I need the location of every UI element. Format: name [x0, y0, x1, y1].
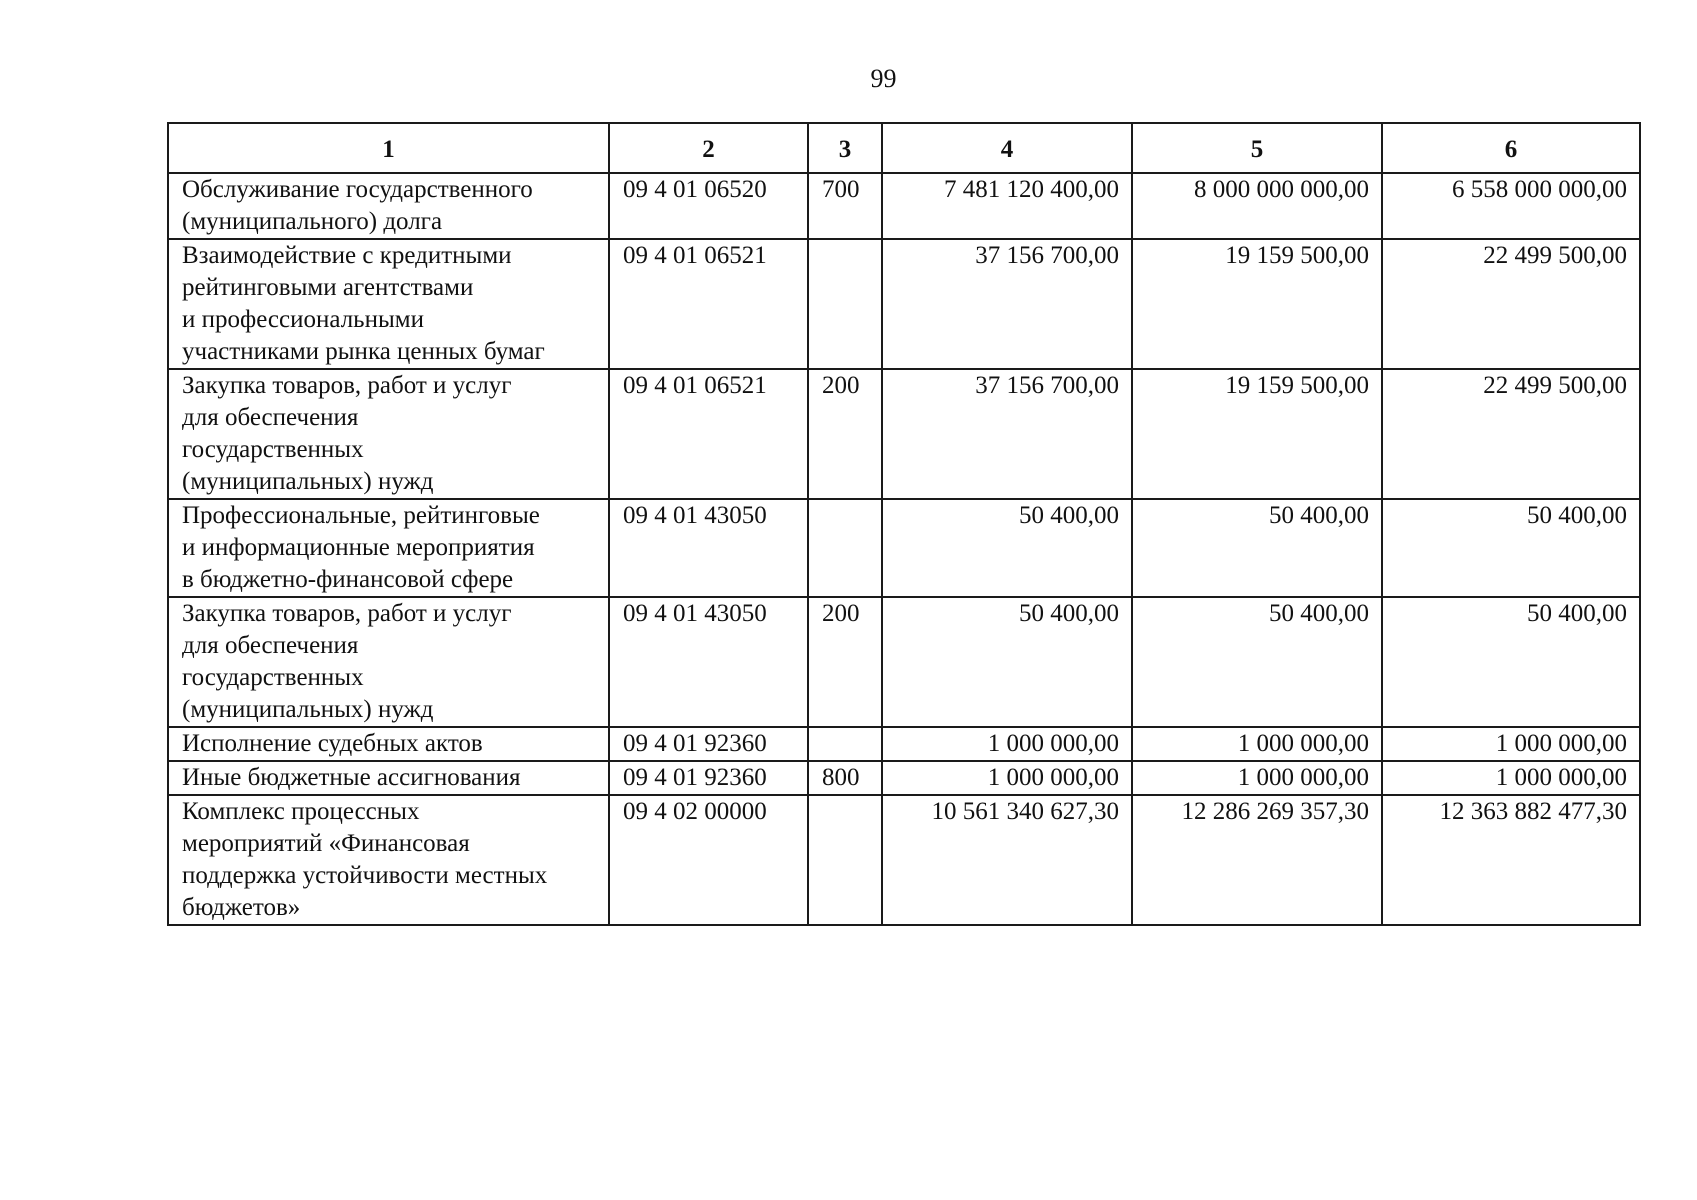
row-code-cell — [609, 727, 808, 761]
header-col-4: 4 — [882, 123, 1132, 173]
row-value-col5-cell — [1132, 597, 1382, 727]
row-value-col6-text: 12 363 882 477,30 — [1439, 798, 1627, 825]
row-name-cell — [168, 239, 609, 369]
header-col-6: 6 — [1382, 123, 1640, 173]
row-name-cell — [168, 795, 609, 925]
row-value-col4-cell — [882, 239, 1132, 369]
row-name-cell — [168, 761, 609, 795]
row-code-cell — [609, 597, 808, 727]
row-value-col4-cell — [882, 761, 1132, 795]
row-value-col6-text: 50 400,00 — [1527, 600, 1627, 627]
row-kind-cell — [808, 597, 882, 727]
row-name-text: Обслуживание государственного (муниципального) долга — [182, 176, 533, 235]
table-row — [168, 761, 1640, 795]
row-code-cell — [609, 761, 808, 795]
row-kind-cell — [808, 727, 882, 761]
row-value-col5-cell — [1132, 369, 1382, 499]
row-kind-text: 800 — [822, 764, 860, 791]
row-kind-text: 700 — [822, 176, 860, 203]
header-row — [168, 123, 1640, 173]
row-name-text: Иные бюджетные ассигнования — [182, 764, 521, 791]
row-code-text: 09 4 01 92360 — [623, 764, 767, 791]
row-name-cell — [168, 597, 609, 727]
row-value-col5-cell — [1132, 239, 1382, 369]
row-value-col4-cell — [882, 369, 1132, 499]
row-value-col5-text: 8 000 000 000,00 — [1194, 176, 1369, 203]
row-name-cell — [168, 369, 609, 499]
table-row — [168, 499, 1640, 597]
row-code-text: 09 4 01 06520 — [623, 176, 767, 203]
row-name-text: Исполнение судебных актов — [182, 730, 483, 757]
row-name-cell — [168, 499, 609, 597]
row-value-col5-text: 1 000 000,00 — [1237, 730, 1369, 757]
row-kind-cell — [808, 239, 882, 369]
table-row — [168, 369, 1640, 499]
row-value-col6-text: 22 499 500,00 — [1483, 242, 1627, 269]
row-name-text: Закупка товаров, работ и услуг для обеспечения государственных (муниципальных) нужд — [182, 372, 512, 495]
row-value-col4-text: 50 400,00 — [1019, 502, 1119, 529]
row-value-col4-cell — [882, 499, 1132, 597]
header-col-3: 3 — [808, 123, 882, 173]
row-value-col6-cell — [1382, 499, 1640, 597]
row-kind-text: 200 — [822, 372, 860, 399]
table-header — [168, 123, 1640, 173]
row-code-cell — [609, 369, 808, 499]
table-body — [168, 173, 1640, 925]
row-kind-cell — [808, 173, 882, 239]
row-name-text: Закупка товаров, работ и услуг для обеспечения государственных (муниципальных) нужд — [182, 600, 512, 723]
row-value-col5-cell — [1132, 727, 1382, 761]
row-kind-cell — [808, 369, 882, 499]
row-value-col4-text: 37 156 700,00 — [975, 372, 1119, 399]
row-code-text: 09 4 02 00000 — [623, 798, 767, 825]
row-value-col4-cell — [882, 727, 1132, 761]
row-code-text: 09 4 01 43050 — [623, 502, 767, 529]
row-code-cell — [609, 239, 808, 369]
row-value-col6-text: 1 000 000,00 — [1495, 764, 1627, 791]
row-value-col5-text: 19 159 500,00 — [1225, 242, 1369, 269]
row-value-col4-text: 1 000 000,00 — [987, 764, 1119, 791]
budget-table — [167, 122, 1641, 926]
row-value-col6-cell — [1382, 761, 1640, 795]
row-value-col4-cell — [882, 173, 1132, 239]
page-number: 99 — [870, 64, 897, 93]
row-kind-text: 200 — [822, 600, 860, 627]
row-value-col4-cell — [882, 597, 1132, 727]
row-code-cell — [609, 173, 808, 239]
row-kind-cell — [808, 795, 882, 925]
row-value-col5-cell — [1132, 499, 1382, 597]
header-col-5: 5 — [1132, 123, 1382, 173]
row-code-text: 09 4 01 06521 — [623, 242, 767, 269]
row-value-col4-text: 7 481 120 400,00 — [944, 176, 1119, 203]
table-row — [168, 795, 1640, 925]
row-value-col4-text: 37 156 700,00 — [975, 242, 1119, 269]
row-name-cell — [168, 727, 609, 761]
row-value-col6-cell — [1382, 727, 1640, 761]
row-value-col6-cell — [1382, 173, 1640, 239]
header-col-2: 2 — [609, 123, 808, 173]
row-value-col4-text: 1 000 000,00 — [987, 730, 1119, 757]
row-value-col5-text: 1 000 000,00 — [1237, 764, 1369, 791]
header-col-1: 1 — [168, 123, 609, 173]
row-code-text: 09 4 01 92360 — [623, 730, 767, 757]
row-value-col5-text: 50 400,00 — [1269, 600, 1369, 627]
row-value-col6-cell — [1382, 239, 1640, 369]
row-value-col5-text: 19 159 500,00 — [1225, 372, 1369, 399]
row-code-cell — [609, 499, 808, 597]
row-value-col6-cell — [1382, 597, 1640, 727]
row-name-cell — [168, 173, 609, 239]
row-value-col5-cell — [1132, 173, 1382, 239]
row-code-text: 09 4 01 06521 — [623, 372, 767, 399]
table-row — [168, 173, 1640, 239]
table-row — [168, 239, 1640, 369]
row-value-col6-cell — [1382, 795, 1640, 925]
row-value-col5-text: 12 286 269 357,30 — [1181, 798, 1369, 825]
row-name-text: Комплекс процессных мероприятий «Финансовая поддержка устойчивости местных бюджетов» — [182, 798, 548, 921]
row-value-col5-text: 50 400,00 — [1269, 502, 1369, 529]
row-kind-cell — [808, 499, 882, 597]
row-value-col5-cell — [1132, 761, 1382, 795]
row-kind-cell — [808, 761, 882, 795]
row-value-col4-cell — [882, 795, 1132, 925]
row-name-text: Профессиональные, рейтинговые и информационные мероприятия в бюджетно-финансовой сфере — [182, 502, 540, 593]
row-value-col6-cell — [1382, 369, 1640, 499]
row-value-col4-text: 50 400,00 — [1019, 600, 1119, 627]
row-name-text: Взаимодействие с кредитными рейтинговыми агентствами и профессиональными участниками рынка ценных бумаг — [182, 242, 545, 365]
row-value-col6-text: 1 000 000,00 — [1495, 730, 1627, 757]
row-value-col5-cell — [1132, 795, 1382, 925]
row-value-col6-text: 22 499 500,00 — [1483, 372, 1627, 399]
row-value-col4-text: 10 561 340 627,30 — [931, 798, 1119, 825]
row-value-col6-text: 50 400,00 — [1527, 502, 1627, 529]
row-value-col6-text: 6 558 000 000,00 — [1452, 176, 1627, 203]
row-code-cell — [609, 795, 808, 925]
table-row — [168, 727, 1640, 761]
table-row — [168, 597, 1640, 727]
row-code-text: 09 4 01 43050 — [623, 600, 767, 627]
